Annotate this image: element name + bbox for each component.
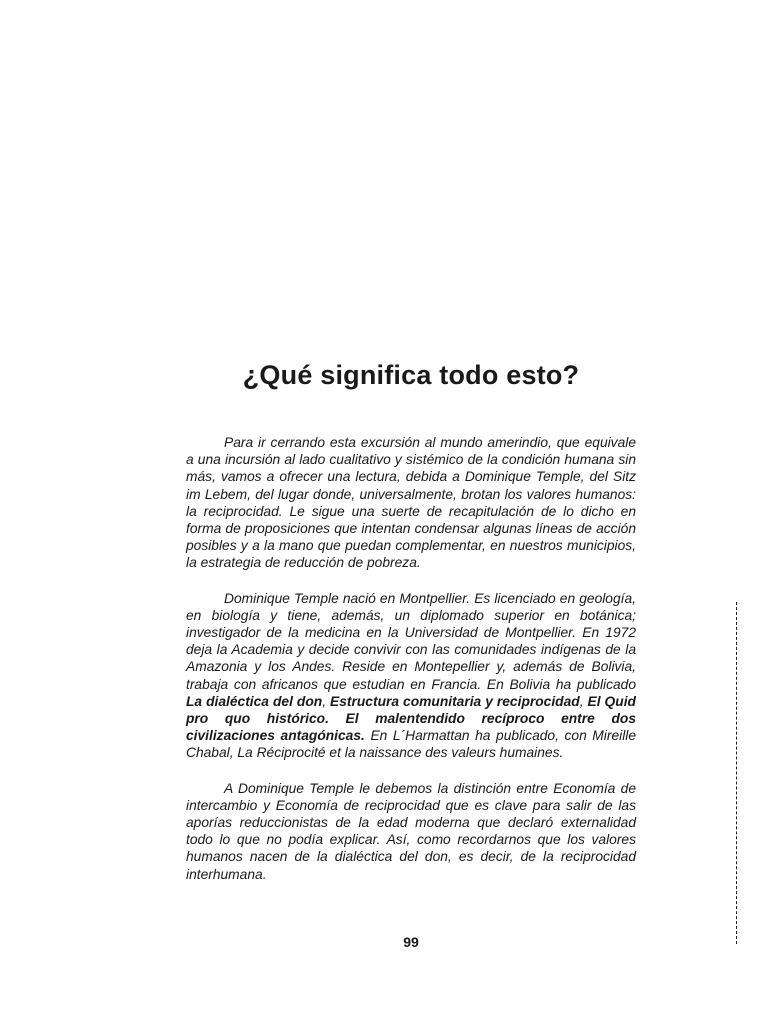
bio-text: Dominique Temple nació en Montpellier. Es licenciado en geología, en biología y tiene, además, un diplomado superior en botánica; investigador de la medicina en la Universidad de Montpellier. En 1972 deja la Academia y decide convivir con las comunidades indígenas de la Amazonia y los Andes. Reside en Montepellier y, además de Bolivia, trabaja con africanos que estudian en Francia. En Bolivia ha publicado xyxy=(186,590,636,692)
paragraph-reciprocity: A Dominique Temple le debemos la distinción entre Economía de intercambio y Economía de reciprocidad que es clave para salir de las aporías reduccionistas de la edad moderna que declaró externalidad todo lo que no podía explicar. Así, como recordarnos que los valores humanos nacen de la dialéctica del don, es decir, de la reciprocidad interhumana. xyxy=(186,780,636,882)
book-title-estructura: Estructura comunitaria y reciprocidad xyxy=(330,693,580,709)
dashed-cut-line xyxy=(736,602,737,944)
body-text xyxy=(186,434,636,901)
bio-text-end: En L´Harmattan ha publicado, con Mireille Chabal, La Réciprocité et la naissance des valeurs humaines. xyxy=(186,728,636,761)
page-title: ¿Qué significa todo esto? xyxy=(242,360,580,390)
book-title-quid-pro-quo: El Quid pro quo histórico. El malentendido recíproco entre dos civilizaciones antagónicas. xyxy=(186,693,636,744)
page-number: 99 xyxy=(403,934,419,950)
separator: , xyxy=(579,693,588,709)
book-title-dialectica: La dialéctica del don xyxy=(186,693,323,709)
separator: , xyxy=(322,693,331,709)
paragraph-author-bio xyxy=(186,590,636,762)
paragraph-intro: Para ir cerrando esta excursión al mundo amerindio, que equivale a una incursión al lado cualitativo y sistémico de la condición humana sin más, vamos a ofrecer una lectura, debida a Dominique Temple, del Sitz im Lebem, del lugar donde, universalmente, brotan los valores humanos: la reciprocidad. Le sigue una suerte de recapitulación de lo dicho en forma de proposiciones que intentan condensar algunas líneas de acción posibles y a la mano que puedan complementar, en nuestros municipios, la estrategia de reducción de pobreza. xyxy=(186,435,636,571)
